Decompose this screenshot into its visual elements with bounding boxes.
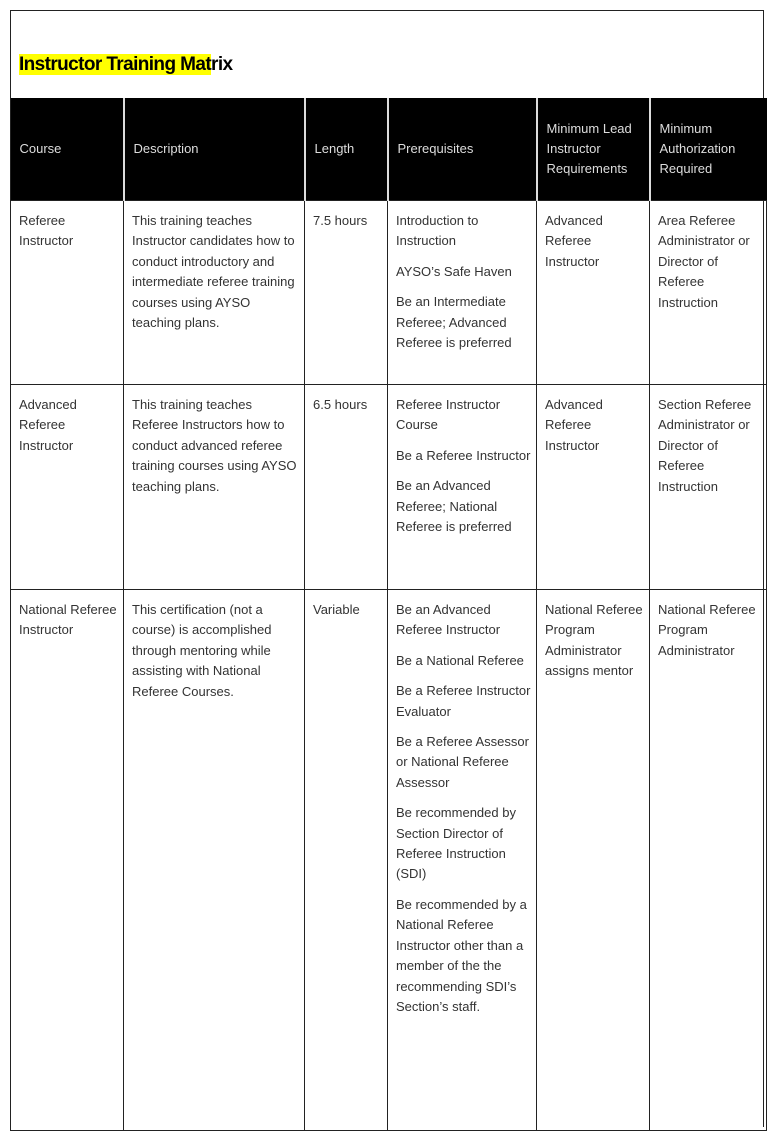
prerequisite-item: Referee Instructor Course [396,397,501,433]
prerequisite-item: Be an Advanced Referee Instructor [396,602,501,638]
cell-length: Variable [305,590,388,1131]
cell-lead-instructor: National Referee Program Administrator assigns mentor [537,590,650,1131]
header-authorization: Minimum Authorization Required [650,98,767,201]
prerequisite-item: Be an Advanced Referee; National Referee is preferred [396,478,512,535]
prerequisite-item: Be a Referee Assessor or National Referee Assessor [396,734,529,790]
cell-description: This training teaches Referee Instructors how to conduct advanced referee training courses using AYSO teaching plans. [124,385,305,590]
cell-course: National Referee Instructor [11,590,124,1131]
cell-prerequisites [388,590,537,1131]
cell-lead-instructor: Advanced Referee Instructor [537,201,650,385]
cell-course: Advanced Referee Instructor [11,385,124,590]
cell-course: Referee Instructor [11,201,124,385]
title-rest: rix [211,54,233,75]
header-prerequisites: Prerequisites [388,98,537,201]
table-row [11,201,767,385]
prerequisite-item: Be recommended by Section Director of Referee Instruction (SDI) [396,805,516,882]
header-row [11,98,767,201]
header-length: Length [305,98,388,201]
instructor-training-matrix-table [10,98,767,1131]
prerequisite-item: Be a Referee Instructor Evaluator [396,683,531,719]
title-highlighted: Instructor Training Mat [19,54,212,75]
header-lead-instructor: Minimum Lead Instructor Requirements [537,98,650,201]
table-row [11,385,767,590]
header-course: Course [11,98,124,201]
cell-length: 7.5 hours [305,201,388,385]
cell-prerequisites [388,385,537,590]
header-description: Description [124,98,305,201]
table-row [11,590,767,1131]
cell-authorization: Area Referee Administrator or Director of Referee Instruction [650,201,767,385]
prerequisite-item: Be a National Referee [396,652,524,668]
cell-lead-instructor: Advanced Referee Instructor [537,385,650,590]
prerequisite-item: Introduction to Instruction [396,213,479,249]
cell-authorization: National Referee Program Administrator [650,590,767,1131]
cell-description: This certification (not a course) is accomplished through mentoring while assisting with National Referee Courses. [124,590,305,1131]
prerequisite-item: AYSO’s Safe Haven [396,263,512,279]
prerequisite-item: Be recommended by a National Referee Instructor other than a member of the the recommending SDI’s Section’s staff. [396,896,527,1014]
cell-prerequisites [388,201,537,385]
cell-description: This training teaches Instructor candidates how to conduct introductory and intermediate referee training courses using AYSO teaching plans. [124,201,305,385]
cell-authorization: Section Referee Administrator or Director of Referee Instruction [650,385,767,590]
page-title [19,54,233,76]
cell-length: 6.5 hours [305,385,388,590]
prerequisite-item: Be a Referee Instructor [396,447,531,463]
prerequisite-item: Be an Intermediate Referee; Advanced Referee is preferred [396,294,512,351]
title-area [10,10,764,98]
